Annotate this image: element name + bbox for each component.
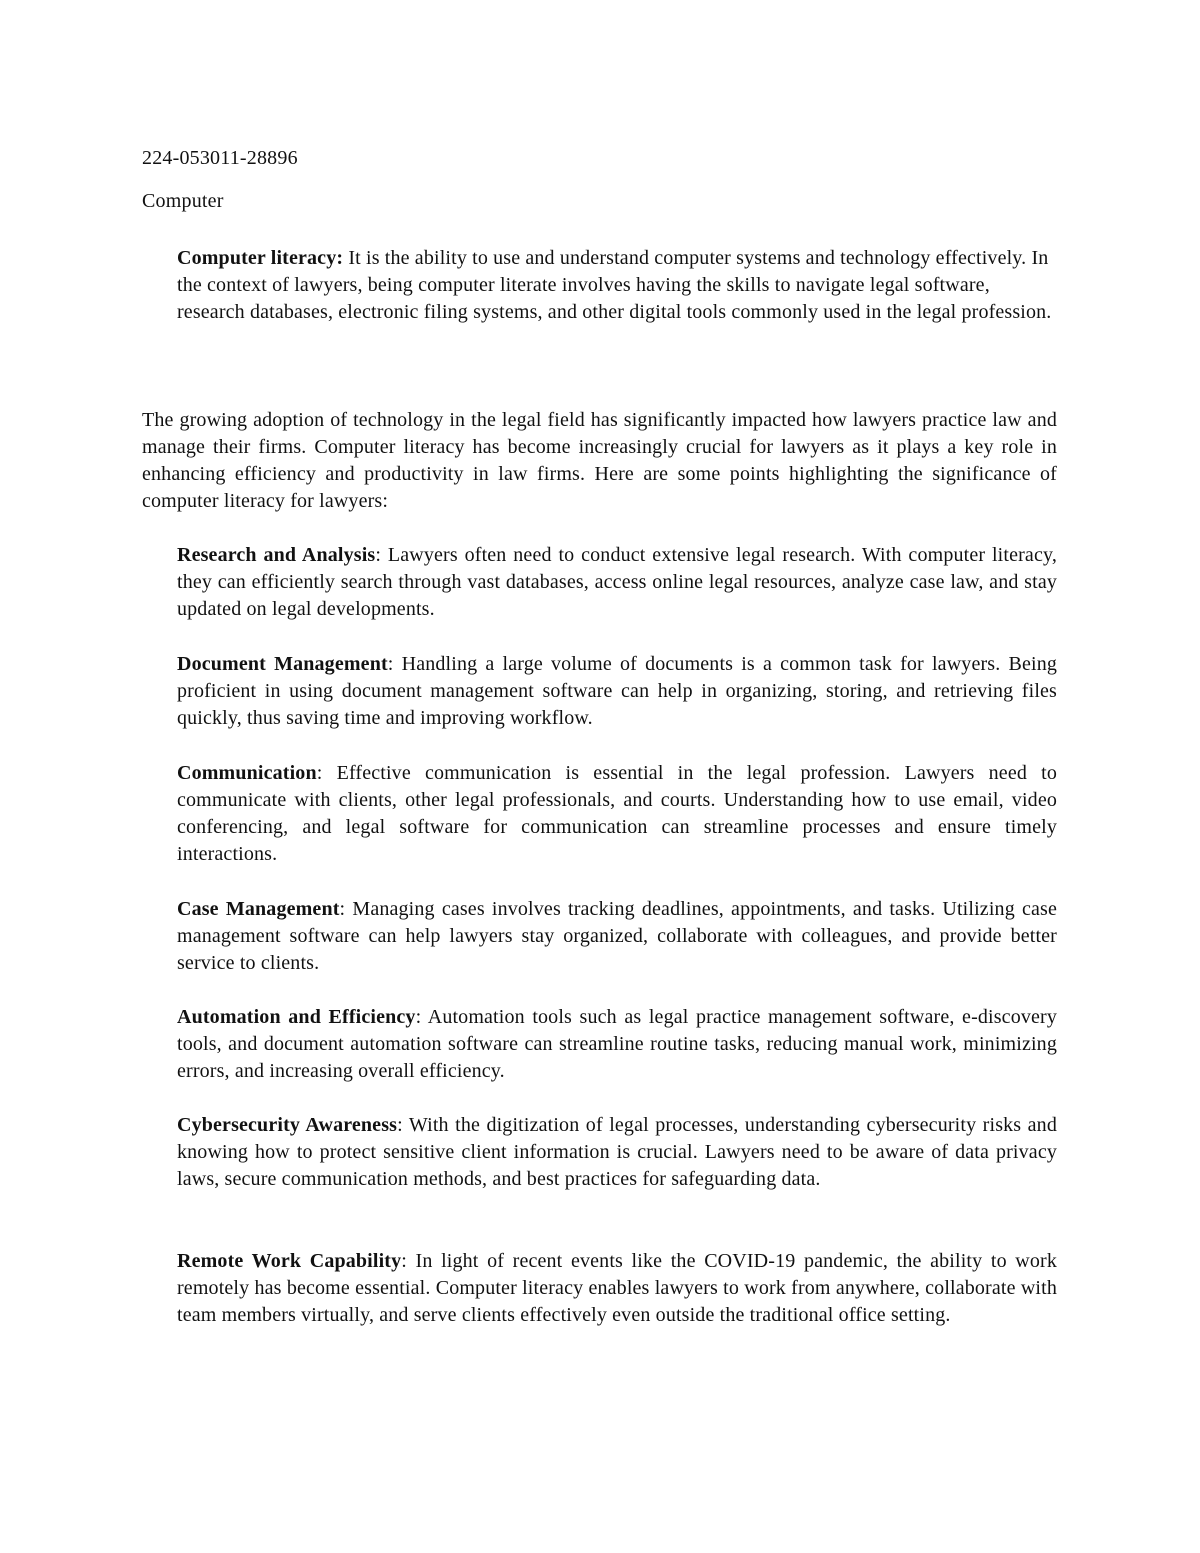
point-text: : With the digitization of legal processes, understanding cybersecurity risks and knowing how to protect sensitive client information is crucial. Lawyers need to be aware of data privacy laws, secure communication methods, and best practices for safeguarding data. xyxy=(177,1114,1057,1190)
point-cybersecurity-awareness xyxy=(177,1112,1057,1193)
document-subject: Computer xyxy=(142,190,224,212)
point-text: : In light of recent events like the COVID-19 pandemic, the ability to work remotely has become essential. Computer literacy enables lawyers to work from anywhere, collaborate with team members virtually, and serve clients effectively even outside the traditional office setting. xyxy=(177,1250,1058,1326)
definition-term: Computer literacy: xyxy=(177,247,344,269)
intro-paragraph: The growing adoption of technology in the legal field has significantly impacted how lawyers practice law and manage their firms. Computer literacy has become increasingly crucial for lawyers as it plays a key role in enhancing efficiency and productivity in law firms. Here are some points highlighting the significance of computer literacy for lawyers: xyxy=(142,409,1057,512)
definition-text: It is the ability to use and understand computer systems and technology effectively. In the context of lawyers, being computer literate involves having the skills to navigate legal software, research databases, electronic filing systems, and other digital tools commonly used in the legal profession. xyxy=(177,247,1052,323)
point-document-management xyxy=(177,651,1057,732)
point-communication xyxy=(177,760,1057,868)
point-term: Remote Work Capability xyxy=(177,1250,402,1272)
document-id: 224-053011-28896 xyxy=(142,147,298,169)
point-research-analysis xyxy=(177,542,1057,623)
point-term: Research and Analysis xyxy=(177,544,376,566)
point-case-management xyxy=(177,896,1057,977)
point-text: : Effective communication is essential in the legal profession. Lawyers need to communicate with clients, other legal professionals, and courts. Understanding how to use email, video conferencing, and legal software for communication can streamline processes and ensure timely interactions. xyxy=(177,762,1057,865)
point-text: : Lawyers often need to conduct extensive legal research. With computer literacy, they can efficiently search through vast databases, access online legal resources, analyze case law, and stay updated on legal developments. xyxy=(177,544,1057,620)
point-term: Document Management xyxy=(177,653,388,675)
point-remote-work-capability xyxy=(177,1248,1057,1329)
point-term: Automation and Efficiency xyxy=(177,1006,416,1028)
definition-paragraph xyxy=(177,245,1057,326)
point-automation-efficiency xyxy=(177,1004,1057,1085)
point-text: : Handling a large volume of documents is a common task for lawyers. Being proficient in using document management software can help in organizing, storing, and retrieving files quickly, thus saving time and improving workflow. xyxy=(177,653,1058,729)
point-text: : Automation tools such as legal practice management software, e-discovery tools, and document automation software can streamline routine tasks, reducing manual work, minimizing errors, and increasing overall efficiency. xyxy=(177,1006,1057,1082)
point-term: Case Management xyxy=(177,898,340,920)
point-term: Communication xyxy=(177,762,317,784)
point-text: : Managing cases involves tracking deadlines, appointments, and tasks. Utilizing case management software can help lawyers stay organized, collaborate with colleagues, and provide better service to clients. xyxy=(177,898,1057,974)
point-term: Cybersecurity Awareness xyxy=(177,1114,398,1136)
